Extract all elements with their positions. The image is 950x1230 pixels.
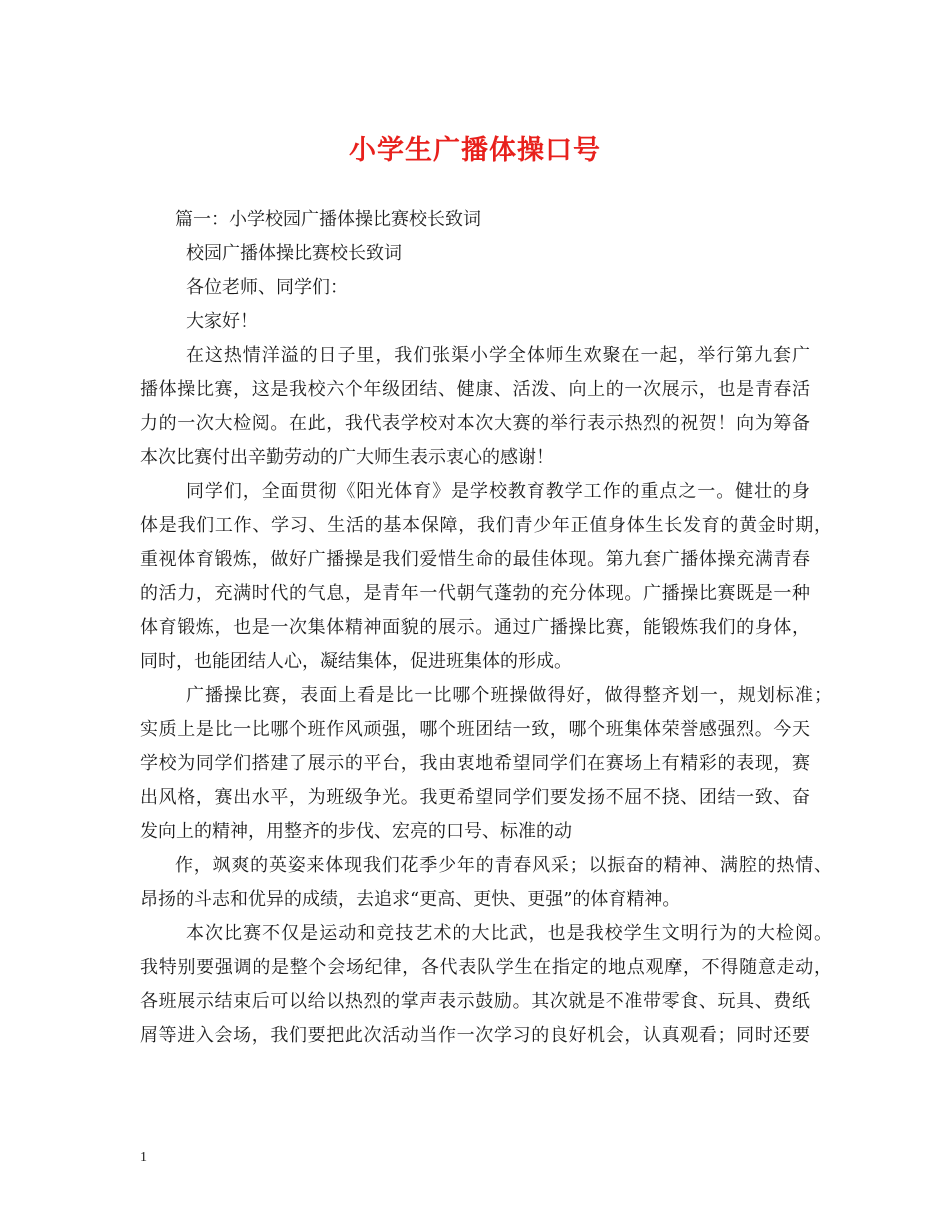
paragraph-line: 播体操比赛，这是我校六个年级团结、健康、活泼、向上的一次展示，也是青春活 [140, 379, 810, 400]
paragraph-line: 体育锻炼，也是一次集体精神面貌的展示。通过广播操比赛，能锻炼我们的身体， [140, 617, 810, 638]
paragraph-line: 发向上的精神，用整齐的步伐、宏亮的口号、标准的动 [140, 821, 572, 842]
paragraph-line: 同时，也能团结人心，凝结集体，促进班集体的形成。 [140, 651, 572, 672]
paragraph-line: 重视体育锻炼，做好广播操是我们爱惜生命的最佳体现。第九套广播体操充满青春 [140, 549, 810, 570]
paragraph-line: 体是我们工作、学习、生活的基本保障，我们青少年正值身体生长发育的黄金时期， [140, 515, 832, 536]
paragraph-line: 力的一次大检阅。在此，我代表学校对本次大赛的举行表示热烈的祝贺！向为筹备 [140, 413, 810, 434]
paragraph-line: 本次比赛不仅是运动和竞技艺术的大比武，也是我校学生文明行为的大检阅。 [186, 923, 832, 944]
paragraph-line: 校园广播体操比赛校长致词 [186, 243, 402, 264]
paragraph-line: 实质上是比一比哪个班作风顽强，哪个班团结一致，哪个班集体荣誉感强烈。今天 [140, 719, 810, 740]
document-title: 小学生广播体操口号 [349, 135, 601, 166]
paragraph-line: 的活力，充满时代的气息，是青年一代朝气蓬勃的充分体现。广播操比赛既是一种 [140, 583, 810, 604]
paragraph-line: 篇一：小学校园广播体操比赛校长致词 [175, 209, 481, 230]
paragraph-line: 各位老师、同学们： [186, 277, 348, 298]
paragraph-line: 本次比赛付出辛勤劳动的广大师生表示衷心的感谢！ [140, 447, 554, 468]
paragraph-line: 作，飒爽的英姿来体现我们花季少年的青春风采；以振奋的精神、满腔的热情、 [175, 855, 832, 876]
paragraph-line: 在这热情洋溢的日子里，我们张渠小学全体师生欢聚在一起，举行第九套广 [186, 345, 810, 366]
paragraph-line: 广播操比赛，表面上看是比一比哪个班操做得好，做得整齐划一，规划标准； [186, 685, 832, 706]
paragraph-line: 昂扬的斗志和优异的成绩，去追求“更高、更快、更强”的体育精神。 [140, 889, 681, 910]
paragraph-line: 大家好！ [186, 311, 258, 332]
paragraph-line: 各班展示结束后可以给以热烈的掌声表示鼓励。其次就是不准带零食、玩具、费纸 [140, 991, 810, 1012]
paragraph-line: 我特别要强调的是整个会场纪律，各代表队学生在指定的地点观摩，不得随意走动， [140, 957, 832, 978]
paragraph-line: 出风格，赛出水平，为班级争光。我更希望同学们要发扬不屈不挠、团结一致、奋 [140, 787, 810, 808]
paragraph-line: 同学们，全面贯彻《阳光体育》是学校教育教学工作的重点之一。健壮的身 [186, 481, 810, 502]
page-number: 1 [140, 1150, 147, 1165]
paragraph-line: 屑等进入会场，我们要把此次活动当作一次学习的良好机会，认真观看；同时还要 [140, 1025, 810, 1046]
paragraph-line: 学校为同学们搭建了展示的平台，我由衷地希望同学们在赛场上有精彩的表现，赛 [140, 753, 810, 774]
